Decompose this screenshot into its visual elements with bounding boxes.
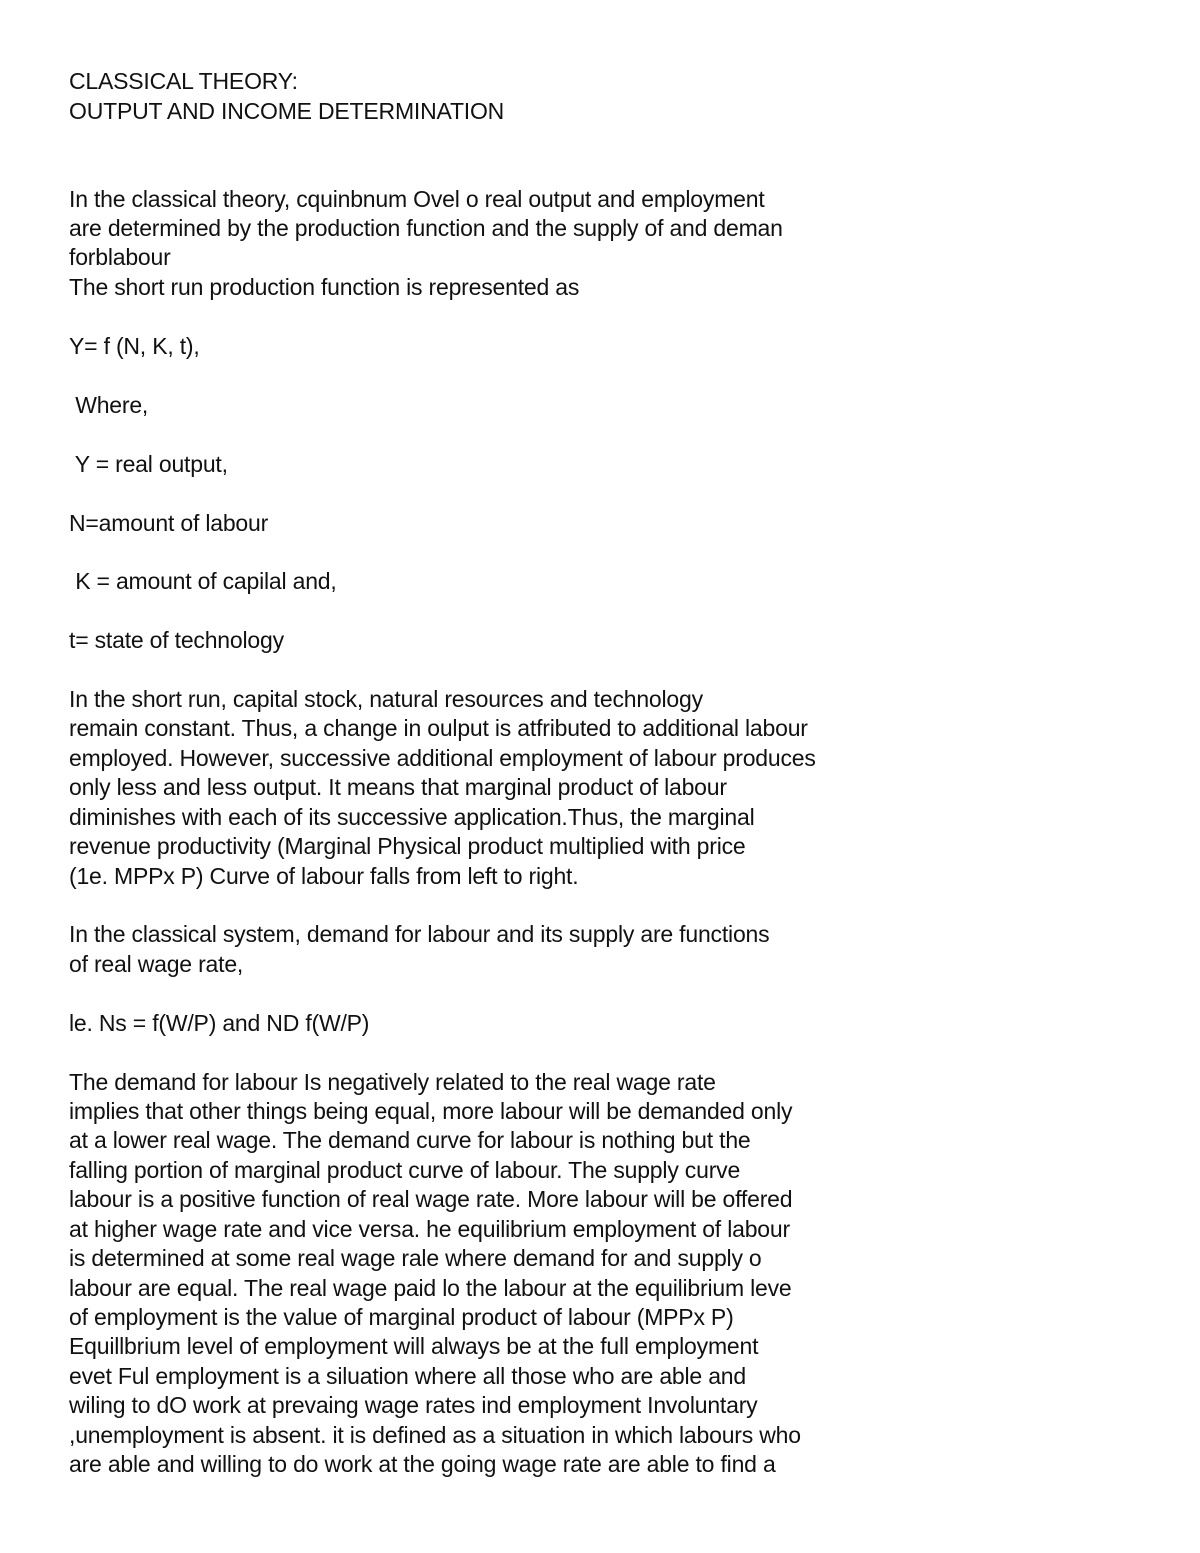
text-line: are determined by the production function and the supply of and deman xyxy=(69,215,783,241)
text-line: falling portion of marginal product curve of labour. The supply curve xyxy=(69,1157,741,1183)
text-line: In the classical system, demand for labour and its supply are functions xyxy=(69,921,770,947)
text-line: The demand for labour Is negatively related to the real wage rate xyxy=(69,1069,716,1095)
text-line: implies that other things being equal, more labour will be demanded only xyxy=(69,1098,793,1124)
text-line: The short run production function is represented as xyxy=(69,274,580,300)
text-line: labour is a positive function of real wage rate. More labour will be offered xyxy=(69,1186,793,1212)
text-line: evet Ful employment is a siluation where all those who are able and xyxy=(69,1363,746,1389)
definition-line: N=amount of labour xyxy=(69,510,269,536)
text-line: revenue productivity (Marginal Physical product multiplied with price xyxy=(69,833,746,859)
text-line: (1e. MPPx P) Curve of labour falls from left to right. xyxy=(69,863,579,889)
text-line: at higher wage rate and vice versa. he equilibrium employment of labour xyxy=(69,1216,790,1242)
text-line: wiling to dO work at prevaing wage rates ind employment Involuntary xyxy=(69,1392,758,1418)
text-line: only less and less output. It means that marginal product of labour xyxy=(69,774,727,800)
document-title-line-2: OUTPUT AND INCOME DETERMINATION xyxy=(69,98,505,124)
text-line: is determined at some real wage rale where demand for and supply o xyxy=(69,1245,762,1271)
text-line: Equillbrium level of employment will always be at the full employment xyxy=(69,1333,759,1359)
definition-line: t= state of technology xyxy=(69,627,284,653)
definition-line: K = amount of capilal and, xyxy=(69,568,337,594)
text-line: diminishes with each of its successive application.Thus, the marginal xyxy=(69,804,755,830)
text-line: at a lower real wage. The demand curve for labour is nothing but the xyxy=(69,1127,751,1153)
text-line: remain constant. Thus, a change in oulput is atfributed to additional labour xyxy=(69,715,808,741)
text-line: In the short run, capital stock, natural resources and technology xyxy=(69,686,703,712)
text-line: In the classical theory, cquinbnum Ovel o real output and employment xyxy=(69,186,765,212)
text-line: employed. However, successive additional employment of labour produces xyxy=(69,745,816,771)
document-title-line-1: CLASSICAL THEORY: xyxy=(69,68,298,94)
text-line: ,unemployment is absent. it is defined as a situation in which labours who xyxy=(69,1422,801,1448)
text-line: forblabour xyxy=(69,244,171,270)
text-line: of real wage rate, xyxy=(69,951,244,977)
text-line: are able and willing to do work at the going wage rate are able to find a xyxy=(69,1451,776,1477)
formula-line: Y= f (N, K, t), xyxy=(69,333,200,359)
text-line: of employment is the value of marginal product of labour (MPPx P) xyxy=(69,1304,734,1330)
definition-line: Y = real output, xyxy=(69,451,228,477)
text-line: Where, xyxy=(69,392,149,418)
formula-line: le. Ns = f(W/P) and ND f(W/P) xyxy=(69,1010,370,1036)
text-line: labour are equal. The real wage paid lo the labour at the equilibrium leve xyxy=(69,1275,792,1301)
